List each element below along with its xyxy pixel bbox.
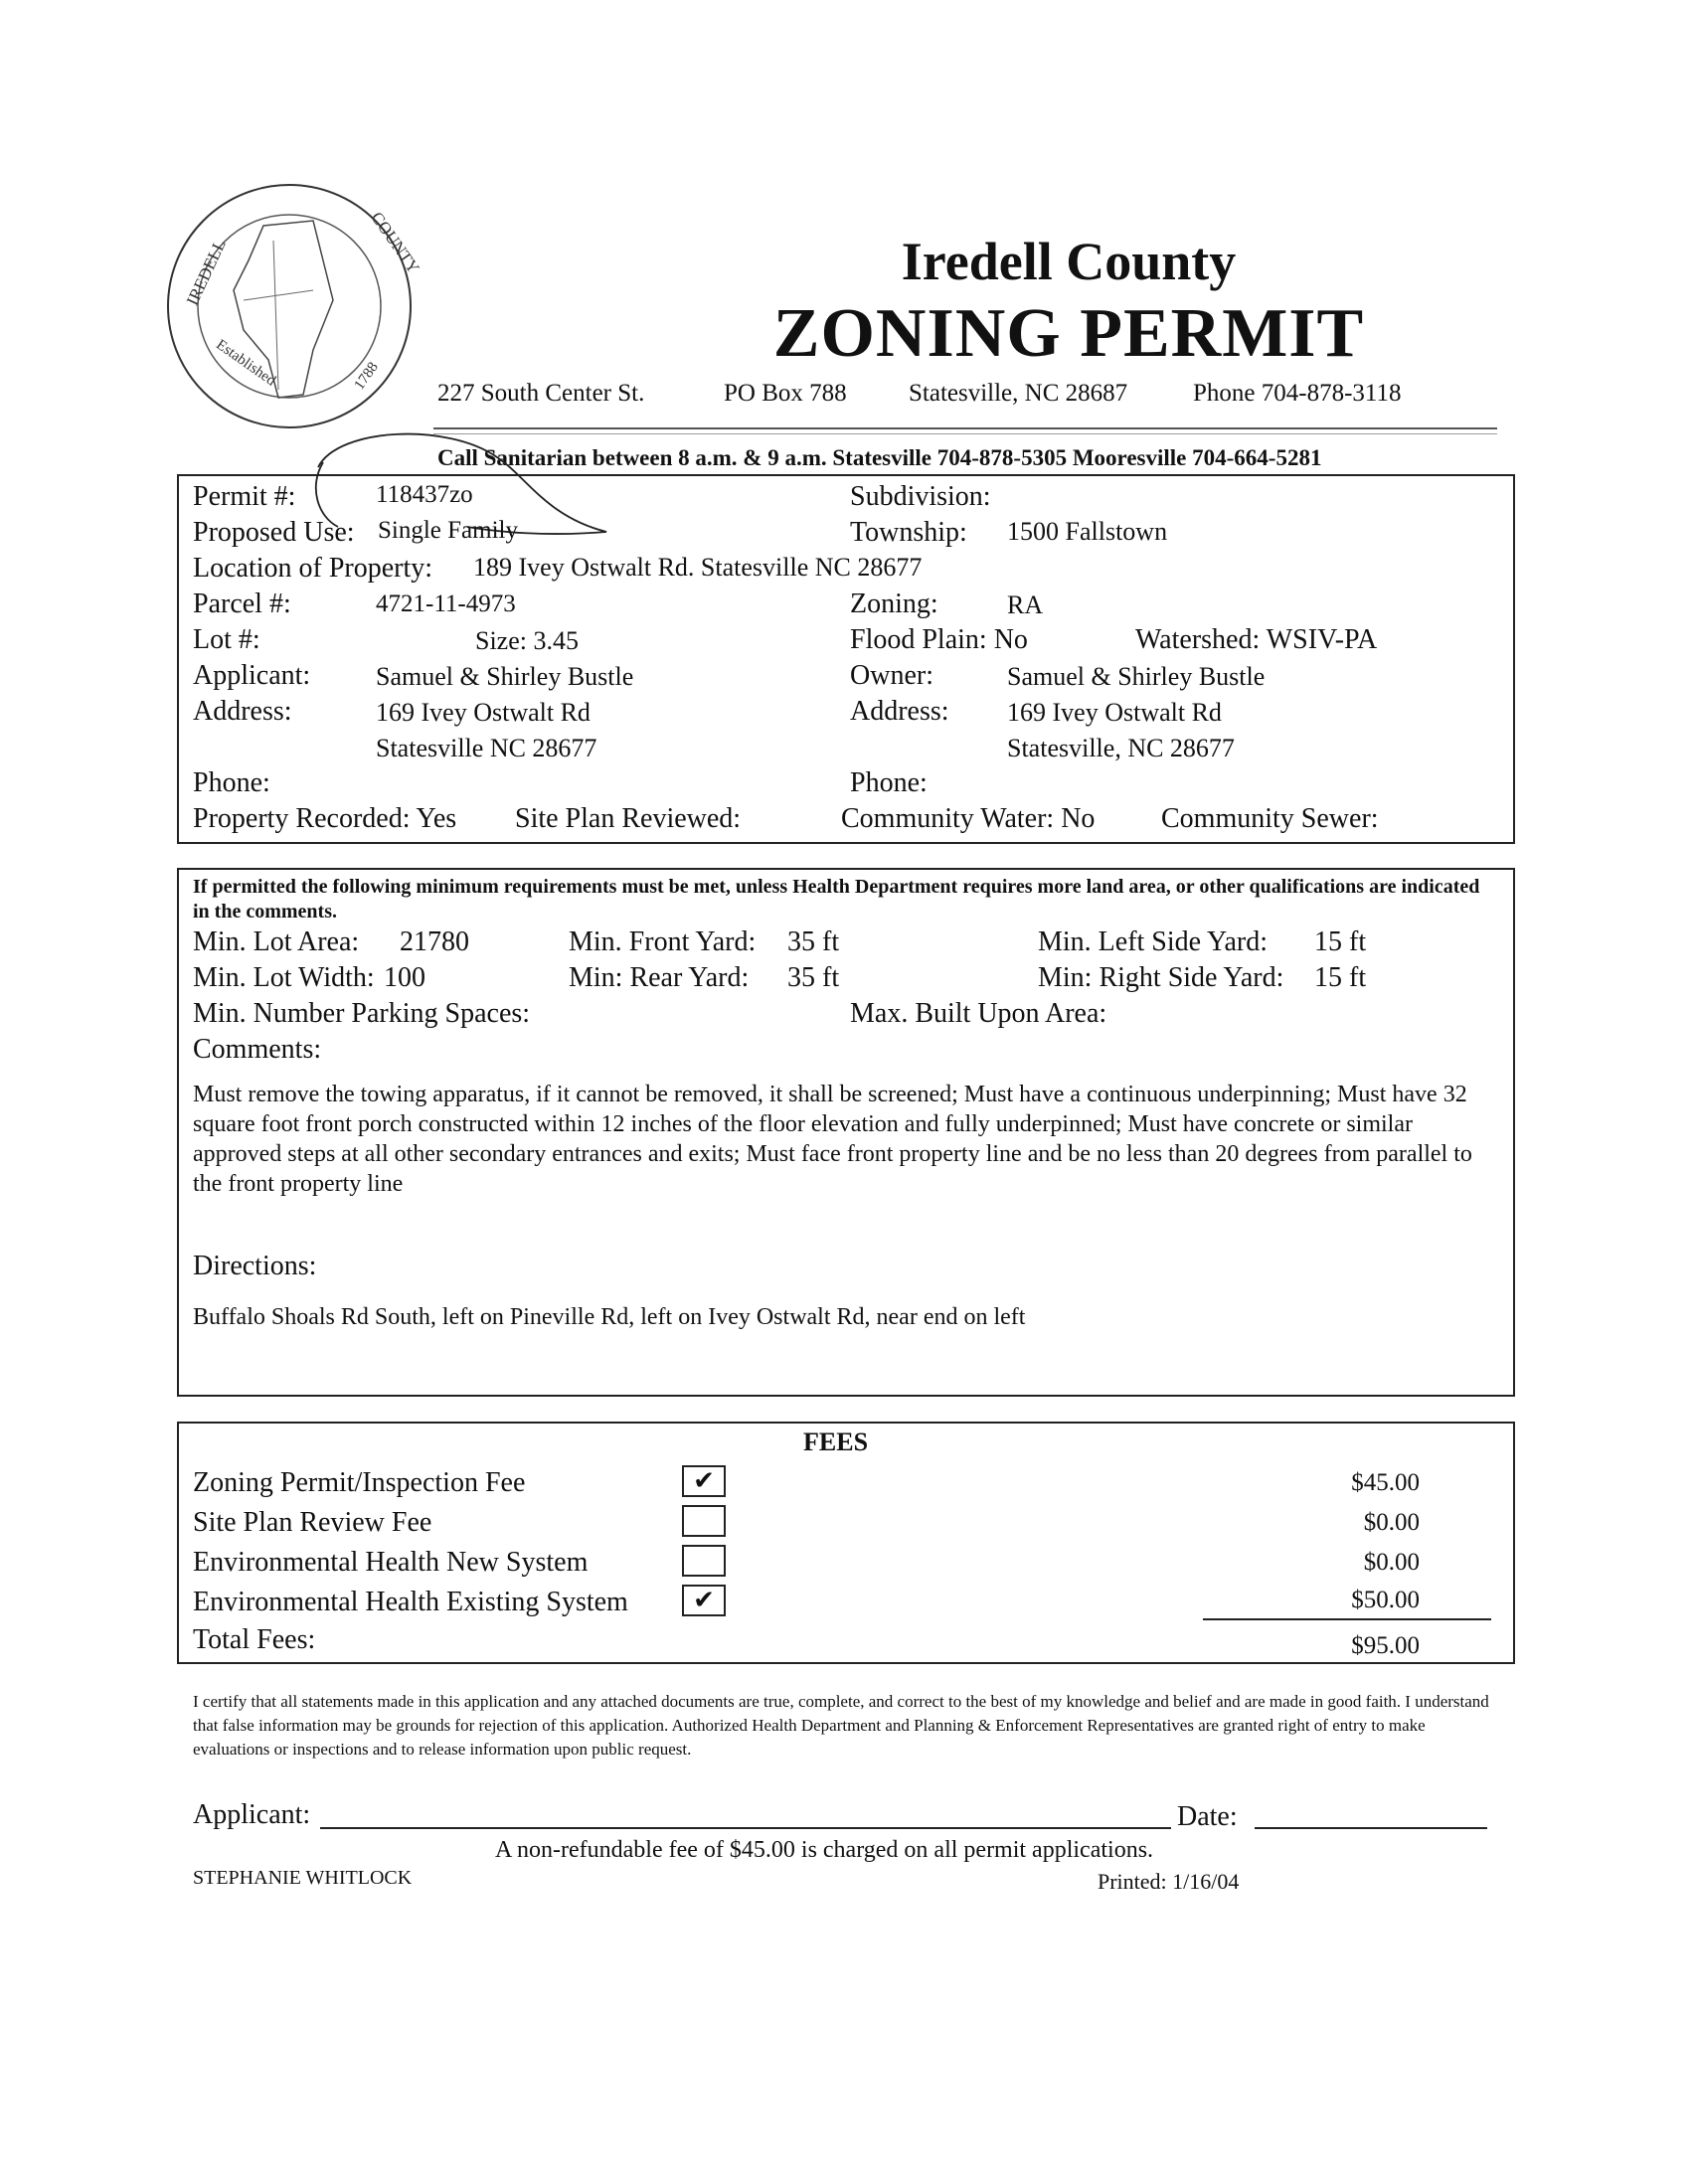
- office-city: Statesville, NC 28687: [909, 380, 1128, 407]
- parcel-number-label: Parcel #:: [193, 588, 291, 619]
- sanitarian-notice: Call Sanitarian between 8 a.m. & 9 a.m. Statesville 704-878-5305 Mooresville 704-664-5281: [437, 445, 1322, 470]
- min-rear-yard-value: 35 ft: [787, 962, 840, 993]
- certification-statement: I certify that all statements made in this application and any attached documents are true, complete, and correct to the best of my knowledge and belief and are made in good faith. I understand that false information may be grounds for rejection of this application. Authorized Health Department and Planning & Enforcement Representatives are granted right of entry to make evaluations or inspections and to release information upon public request.: [193, 1692, 1489, 1759]
- min-right-side-yard-value: 15 ft: [1314, 962, 1367, 993]
- flood-plain: Flood Plain: No: [850, 624, 1028, 655]
- fee-checkbox-env-health-existing[interactable]: ✔: [682, 1585, 726, 1616]
- owner-phone-label: Phone:: [850, 767, 928, 798]
- applicant-signature-line[interactable]: [320, 1827, 1171, 1829]
- proposed-use-value: Single Family: [378, 517, 518, 544]
- township-label: Township:: [850, 517, 967, 548]
- owner-address-label: Address:: [850, 696, 949, 727]
- total-fees-amount: $95.00: [1351, 1632, 1420, 1659]
- min-parking-spaces-label: Min. Number Parking Spaces:: [193, 998, 531, 1029]
- owner-label: Owner:: [850, 660, 933, 691]
- min-left-side-yard-value: 15 ft: [1314, 926, 1367, 957]
- fee-subtotal-rule: [1203, 1618, 1491, 1620]
- fee-amount-zoning-permit: $45.00: [1351, 1469, 1420, 1496]
- applicant-signature-label: Applicant:: [193, 1799, 311, 1830]
- zoning-label: Zoning:: [850, 588, 938, 619]
- min-lot-area-label: Min. Lot Area:: [193, 926, 360, 957]
- min-lot-width-label: Min. Lot Width:: [193, 962, 375, 993]
- applicant-address-line1: 169 Ivey Ostwalt Rd: [376, 698, 591, 727]
- owner-name: Samuel & Shirley Bustle: [1007, 662, 1266, 691]
- property-recorded: Property Recorded: Yes: [193, 803, 457, 834]
- min-lot-width-value: 100: [384, 962, 425, 993]
- watershed: Watershed: WSIV-PA: [1135, 624, 1378, 655]
- owner-address-line1: 169 Ivey Ostwalt Rd: [1007, 698, 1222, 727]
- office-street: 227 South Center St.: [437, 380, 645, 407]
- fee-label-env-health-existing: Environmental Health Existing System: [193, 1587, 628, 1617]
- requirements-intro: If permitted the following minimum requirements must be met, unless Health Department requires more land area, or other qualifications are indicated in the comments.: [193, 876, 1480, 923]
- fee-checkbox-env-health-new[interactable]: [682, 1545, 726, 1577]
- county-name: Iredell County: [901, 232, 1237, 291]
- zoning-value: RA: [1007, 590, 1044, 619]
- owner-address-line2: Statesville, NC 28677: [1007, 734, 1235, 762]
- township-value: 1500 Fallstown: [1007, 517, 1168, 546]
- date-label: Date:: [1177, 1801, 1238, 1832]
- min-front-yard-label: Min. Front Yard:: [569, 926, 757, 957]
- community-sewer: Community Sewer:: [1161, 803, 1379, 834]
- printed-date: Printed: 1/16/04: [1098, 1869, 1240, 1894]
- office-po-box: PO Box 788: [724, 380, 847, 407]
- community-water: Community Water: No: [841, 803, 1096, 834]
- applicant-address-label: Address:: [193, 696, 292, 727]
- clerk-name: STEPHANIE WHITLOCK: [193, 1867, 413, 1889]
- date-line[interactable]: [1255, 1827, 1487, 1829]
- fees-box: [177, 1422, 1515, 1664]
- property-location-label: Location of Property:: [193, 553, 433, 584]
- fees-title: FEES: [803, 1428, 869, 1456]
- office-phone: Phone 704-878-3118: [1193, 380, 1402, 407]
- permit-number-label: Permit #:: [193, 481, 296, 512]
- seal-text-county: COUNTY: [367, 208, 424, 277]
- min-right-side-yard-label: Min: Right Side Yard:: [1038, 962, 1284, 993]
- seal-text-established: Established: [213, 336, 279, 390]
- fee-checkbox-zoning-permit[interactable]: ✔: [682, 1465, 726, 1497]
- nonrefundable-fee-notice: A non-refundable fee of $45.00 is charged on all permit applications.: [495, 1837, 1154, 1863]
- fee-amount-site-plan-review: $0.00: [1363, 1509, 1420, 1536]
- min-rear-yard-label: Min: Rear Yard:: [569, 962, 750, 993]
- county-seal: [164, 181, 424, 431]
- applicant-phone-label: Phone:: [193, 767, 270, 798]
- total-fees-label: Total Fees:: [193, 1624, 316, 1655]
- permit-number-value: 118437zo: [376, 481, 473, 508]
- fee-amount-env-health-existing: $50.00: [1351, 1587, 1420, 1613]
- property-location-value: 189 Ivey Ostwalt Rd. Statesville NC 28677: [473, 553, 923, 582]
- applicant-name: Samuel & Shirley Bustle: [376, 662, 634, 691]
- seal-text-year: 1788: [351, 359, 382, 394]
- lot-size: Size: 3.45: [475, 626, 579, 655]
- document-title: ZONING PERMIT: [772, 295, 1365, 372]
- applicant-label: Applicant:: [193, 660, 311, 691]
- min-front-yard-value: 35 ft: [787, 926, 840, 957]
- directions-label: Directions:: [193, 1251, 317, 1281]
- lot-number-label: Lot #:: [193, 624, 260, 655]
- seal-text-county-name: IREDELL: [182, 236, 230, 309]
- min-lot-area-value: 21780: [400, 926, 469, 957]
- max-built-upon-area-label: Max. Built Upon Area:: [850, 998, 1107, 1029]
- comments-label: Comments:: [193, 1034, 322, 1065]
- fee-amount-env-health-new: $0.00: [1363, 1549, 1420, 1576]
- site-plan-reviewed: Site Plan Reviewed:: [515, 803, 742, 834]
- parcel-number-value: 4721-11-4973: [376, 590, 516, 617]
- directions-text: Buffalo Shoals Rd South, left on Pineville Rd, left on Ivey Ostwalt Rd, near end on left: [193, 1304, 1026, 1330]
- fee-label-site-plan-review: Site Plan Review Fee: [193, 1507, 432, 1538]
- proposed-use-label: Proposed Use:: [193, 517, 355, 548]
- applicant-address-line2: Statesville NC 28677: [376, 734, 597, 762]
- fee-label-env-health-new: Environmental Health New System: [193, 1547, 589, 1578]
- fee-label-zoning-permit: Zoning Permit/Inspection Fee: [193, 1467, 526, 1498]
- comments-text: Must remove the towing apparatus, if it cannot be removed, it shall be screened; Must have a continuous underpinning; Must have 32 square foot front porch constructed within 12 inches of the floor elevation and fully underpinned; Must have concrete or similar approved steps at all other secondary entrances and exits; Must face front property line and be no less than 20 degrees from parallel to the front property line: [193, 1082, 1472, 1197]
- min-left-side-yard-label: Min. Left Side Yard:: [1038, 926, 1268, 957]
- fee-checkbox-site-plan-review[interactable]: [682, 1505, 726, 1537]
- subdivision-label: Subdivision:: [850, 481, 991, 512]
